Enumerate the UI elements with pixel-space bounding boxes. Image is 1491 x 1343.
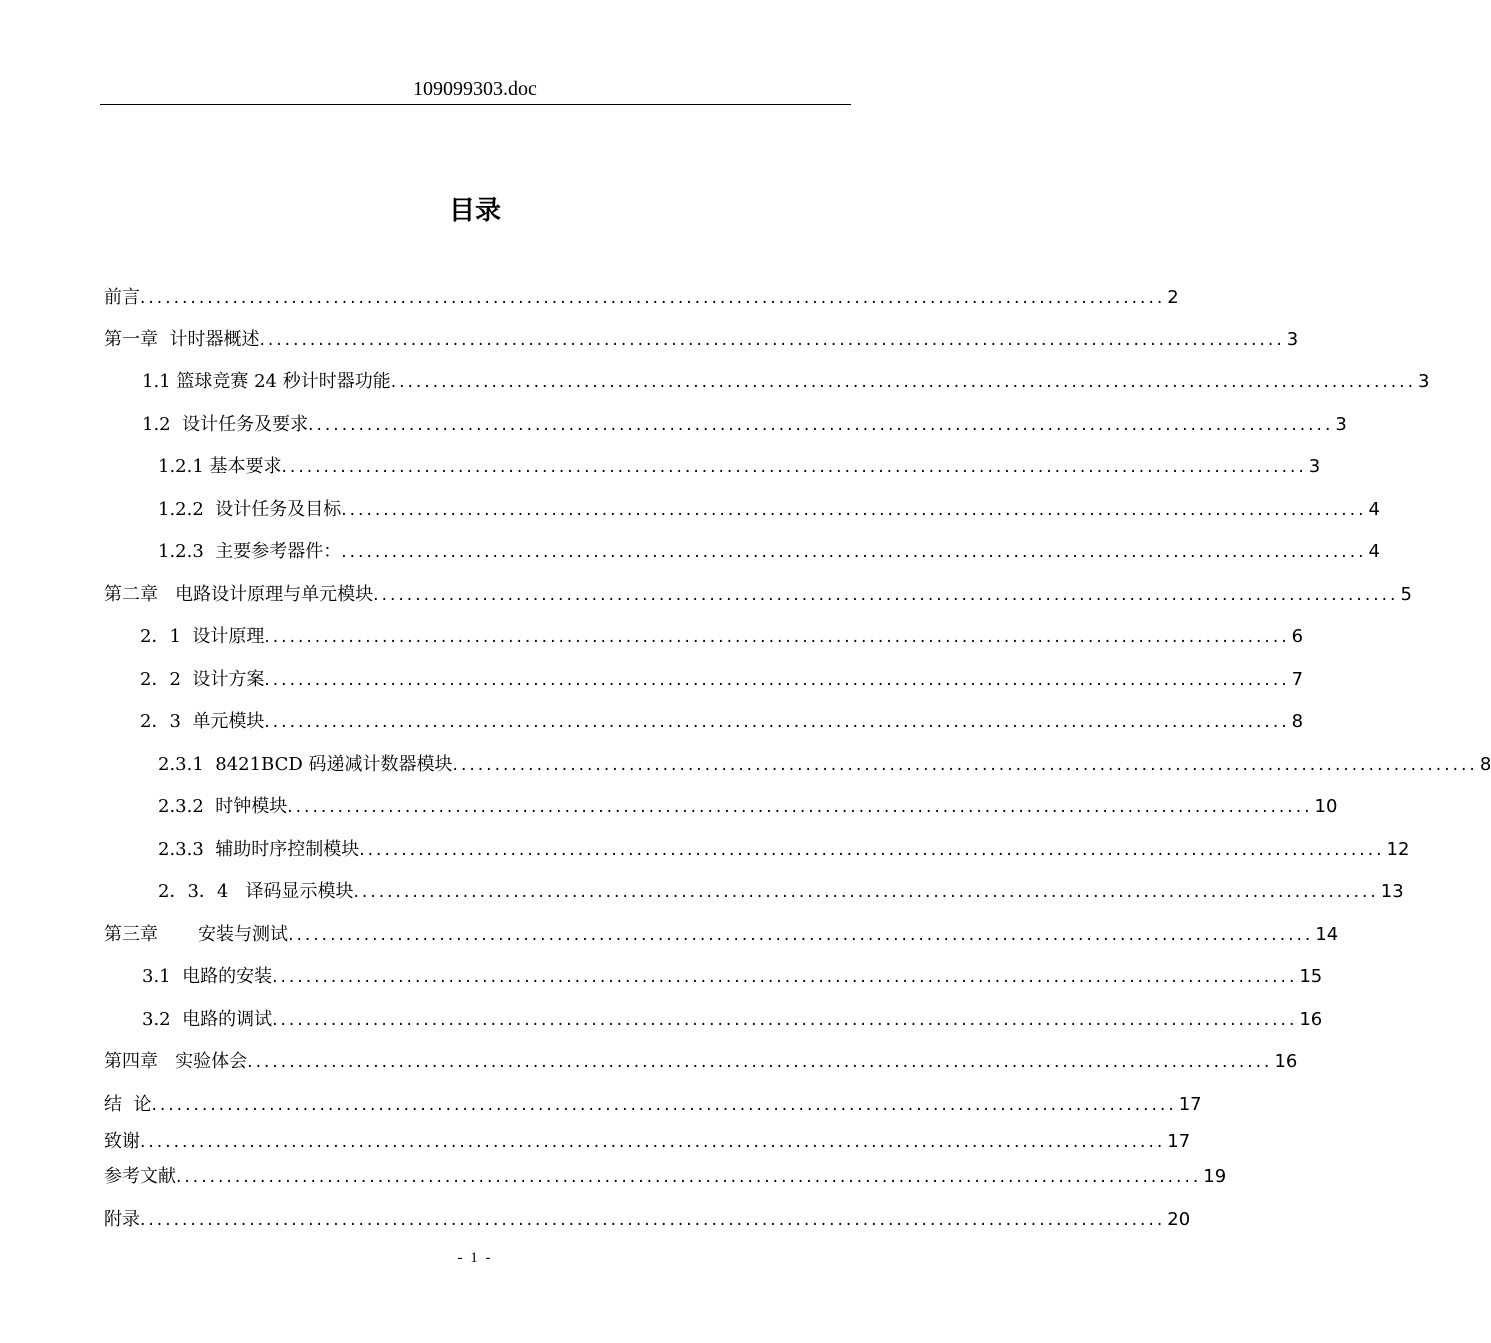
toc-leader-dots: .......................................................................................................................... — [341, 500, 1367, 520]
toc-entry-3-2[interactable] — [142, 1005, 1323, 1035]
toc-leader-dots: .......................................................................................................................... — [359, 840, 1385, 860]
toc-entry-page: 17 — [1178, 1094, 1202, 1115]
toc-leader-dots: .......................................................................................................................... — [341, 542, 1367, 562]
toc-entry-chapter-1[interactable] — [104, 325, 1299, 355]
toc-entry-title: 第一章 计时器概述 — [104, 329, 260, 350]
toc-entry-title: 2．3．4 译码显示模块 — [158, 881, 354, 902]
toc-entry-chapter-3[interactable] — [104, 920, 1339, 950]
toc-entry-page: 3 — [1335, 414, 1347, 435]
toc-leader-dots: .......................................................................................................................... — [140, 1210, 1166, 1230]
toc-leader-dots: .......................................................................................................................... — [140, 1132, 1166, 1152]
toc-entry-title: 2．2 设计方案 — [140, 669, 265, 690]
toc-entry-page: 10 — [1314, 796, 1338, 817]
toc-entry-2-3[interactable] — [140, 707, 1304, 737]
toc-entry-page: 5 — [1400, 584, 1412, 605]
toc-entry-2-3-2[interactable] — [158, 792, 1338, 822]
toc-entry-page: 6 — [1291, 626, 1304, 647]
toc-leader-dots: .......................................................................................................................... — [308, 415, 1334, 435]
toc-entry-page: 3 — [1286, 329, 1299, 350]
toc-leader-dots: .......................................................................................................................... — [390, 372, 1416, 392]
toc-entry-title: 1.2.2 设计任务及目标 — [158, 499, 342, 520]
toc-entry-preface[interactable] — [104, 283, 1179, 313]
toc-entry-title: 2．1 设计原理 — [140, 626, 265, 647]
toc-entry-1-2[interactable] — [142, 410, 1347, 440]
toc-entry-page: 3 — [1308, 456, 1321, 477]
toc-leader-dots: .......................................................................................................................... — [272, 967, 1298, 987]
toc-entry-title: 第四章 实验体会 — [104, 1051, 248, 1072]
toc-entry-chapter-2[interactable] — [104, 580, 1412, 610]
toc-entry-page: 16 — [1274, 1051, 1298, 1072]
toc-entry-page: 7 — [1291, 669, 1304, 690]
toc-entry-3-1[interactable] — [142, 962, 1323, 992]
toc-entry-conclusion[interactable] — [104, 1090, 1202, 1120]
toc-entry-title: 致谢 — [104, 1131, 140, 1152]
toc-entry-title: 参考文献 — [104, 1166, 176, 1187]
toc-entry-title: 3.2 电路的调试 — [142, 1009, 273, 1030]
toc-leader-dots: .......................................................................................................................... — [151, 1095, 1177, 1115]
page-number-footer: - 1 - — [457, 1250, 493, 1266]
toc-leader-dots: .......................................................................................................................... — [259, 330, 1285, 350]
toc-entry-title: 3.1 电路的安装 — [142, 966, 273, 987]
toc-entry-title: 第二章 电路设计原理与单元模块 — [104, 584, 374, 605]
toc-entry-2-3-1[interactable] — [158, 750, 1491, 780]
toc-entry-page: 12 — [1386, 839, 1410, 860]
toc-entry-page: 8 — [1479, 754, 1491, 775]
toc-entry-2-3-4[interactable] — [158, 877, 1404, 907]
toc-entry-page: 19 — [1203, 1166, 1227, 1187]
toc-leader-dots: .......................................................................................................................... — [264, 670, 1290, 690]
header-divider — [100, 104, 851, 105]
toc-entry-page: 13 — [1380, 881, 1404, 902]
toc-leader-dots: .......................................................................................................................... — [288, 925, 1314, 945]
toc-entry-1-2-2[interactable] — [158, 495, 1380, 525]
toc-entry-2-1[interactable] — [140, 622, 1304, 652]
toc-entry-1-2-1[interactable] — [158, 452, 1321, 482]
toc-leader-dots: .......................................................................................................................... — [264, 627, 1290, 647]
toc-entry-1-2-3[interactable] — [158, 537, 1380, 567]
toc-leader-dots: .......................................................................................................................... — [452, 755, 1478, 775]
document-header-filename: 109099303.doc — [413, 78, 537, 100]
toc-entry-page: 8 — [1291, 711, 1304, 732]
toc-entry-acknowledgements[interactable] — [104, 1127, 1191, 1157]
toc-entry-title: 1.2.3 主要参考器件： — [158, 541, 342, 562]
toc-entry-title: 2.3.1 8421BCD 码递减计数器模块 — [158, 754, 453, 775]
toc-entry-appendix[interactable] — [104, 1205, 1191, 1235]
toc-entry-title: 1.2.1 基本要求 — [158, 456, 282, 477]
toc-entry-title: 2．3 单元模块 — [140, 711, 265, 732]
toc-heading: 目录 — [448, 196, 501, 226]
toc-entry-title: 2.3.3 辅助时序控制模块 — [158, 839, 360, 860]
toc-entry-1-1[interactable] — [142, 367, 1430, 397]
toc-leader-dots: .......................................................................................................................... — [287, 797, 1313, 817]
toc-leader-dots: .......................................................................................................................... — [373, 585, 1399, 605]
toc-entry-title: 附录 — [104, 1209, 140, 1230]
toc-leader-dots: .......................................................................................................................... — [264, 712, 1290, 732]
toc-entry-chapter-4[interactable] — [104, 1047, 1298, 1077]
toc-entry-page: 16 — [1299, 1009, 1323, 1030]
toc-entry-title: 前言 — [104, 287, 140, 308]
toc-leader-dots: .......................................................................................................................... — [247, 1052, 1273, 1072]
toc-entry-page: 20 — [1167, 1209, 1191, 1230]
toc-entry-title: 第三章 安装与测试 — [104, 924, 289, 945]
toc-entry-page: 4 — [1368, 541, 1380, 562]
toc-entry-title: 结 论 — [104, 1094, 152, 1115]
toc-entry-title: 2.3.2 时钟模块 — [158, 796, 288, 817]
toc-entry-page: 14 — [1315, 924, 1339, 945]
toc-leader-dots: .......................................................................................................................... — [353, 882, 1379, 902]
toc-leader-dots: .......................................................................................................................... — [281, 457, 1307, 477]
toc-leader-dots: .......................................................................................................................... — [176, 1167, 1202, 1187]
toc-leader-dots: .......................................................................................................................... — [140, 288, 1166, 308]
toc-entry-2-3-3[interactable] — [158, 835, 1410, 865]
toc-entry-page: 4 — [1368, 499, 1380, 520]
toc-entry-page: 17 — [1167, 1131, 1191, 1152]
toc-entry-2-2[interactable] — [140, 665, 1304, 695]
toc-entry-title: 1.1 篮球竞赛 24 秒计时器功能 — [142, 371, 391, 392]
toc-entry-page: 3 — [1417, 371, 1430, 392]
toc-entry-page: 2 — [1167, 287, 1179, 308]
toc-entry-page: 15 — [1299, 966, 1323, 987]
toc-entry-title: 1.2 设计任务及要求 — [142, 414, 309, 435]
toc-leader-dots: .......................................................................................................................... — [272, 1010, 1298, 1030]
toc-entry-references[interactable] — [104, 1162, 1227, 1192]
